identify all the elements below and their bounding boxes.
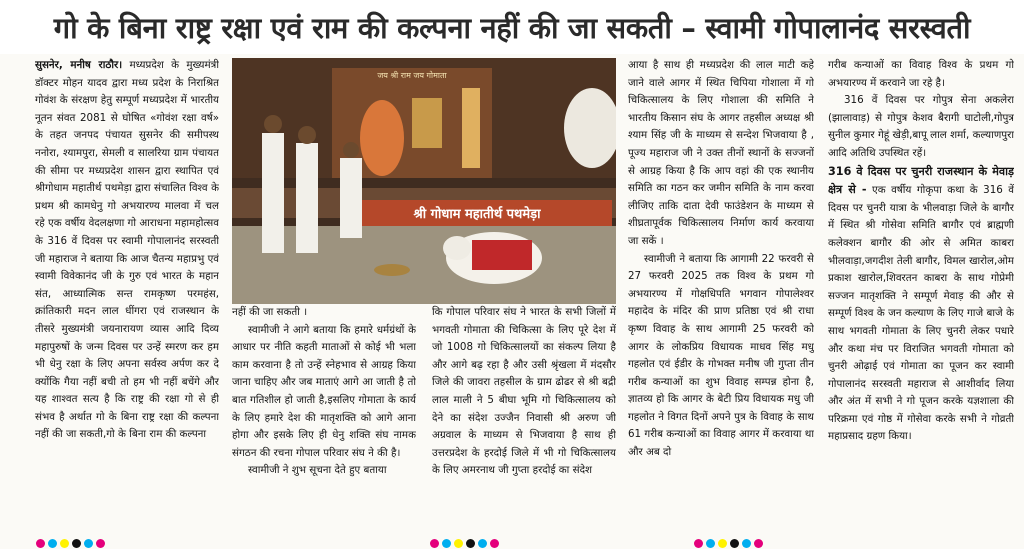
column-4-paragraph: स्वामीजी ने बताया कि आगामी 22 फरवरी से 27 फरवरी 2025 तक विश्व के प्रथम गो अभयारण्य में गोक्षधिपति भगवान गोपालेश्वर महादेव के मंदिर की प्राण प्रतिष्ठा एवं श्री राधा कृष्ण विवाह के साथ आगामी 25 फरवरी को आगर के लोकप्रिय विधायक माधव सिंह मधु गहलोत एवं ईडीर के गोभक्त मनीष जी गुप्ता तीन गरीब कन्याओं का शुभ विवाह सम्पन्न होना है, ज्ञातव्य हो कि आगर के बेटी प्रिय विधायक मधु जी गहलोत ने विगत दिनों अपने पुत्र के विवाह के साथ 61 गरीब कन्याओं का विवाह आगर में करवाया था और अब दो (628, 252, 814, 459)
person-head (264, 115, 282, 133)
person-head (343, 142, 359, 158)
column-2-paragraph: स्वामीजी ने आगे बताया कि हमारे धर्मग्रंथों के आधार पर नीति कहती माताओं से कोई भी भला काम करवाना है तो उन्हें स्नेहभाव से आग्रह किया जाना चाहिए और जब माताएं आगे आ जाती है तो बात गतिशील हो जाती है,इसलिए गोमाता के कार्य के लिए हमारे देश की मातृशक्ति को आगे आना होगा और इसके लिए ही धेनु शक्ति संघ नामक संगठन की रचना गोपाल परिवार संघ ने की है। (232, 323, 416, 459)
event-photo-illustration (232, 58, 616, 304)
event-photo (232, 58, 616, 304)
person-head (298, 126, 316, 144)
column-4-paragraph: आया है साथ ही मध्यप्रदेश की लाल माटी कहे जाने वाले आगर में स्थित चिपिया गोशाला में गो चिकित्सालय के लिए गोशाला की समिति ने भारतीय किसान संघ के आगर तहसील अध्यक्ष श्री श्याम सिंह जी के माध्यम से सन्देश भिजवाया है , पूज्य महाराज जी ने उक्त तीनों स्थानों के सज्जनों से आग्रह किया है कि आप वहां की एक स्थानीय समिति का गठन कर जमीन समिति के नाम करवा लीजिए ताकि दाता देवी फाउंडेशन के माध्यम से शीघ्रतापूर्वक चिकित्सालय निर्माण कार्य करवाया जा सकें । (628, 59, 814, 247)
shrine-text: जय श्री राम जय गोमाता (377, 71, 447, 80)
column-2-paragraph: स्वामीजी ने शुभ सूचना देते हुए बताया (248, 464, 387, 477)
column-2-paragraph: नहीं की जा सकती । (232, 306, 308, 318)
headline-bar (0, 0, 1024, 54)
stage-banner-text: श्री गोधाम महातीर्थ पथमेड़ा (413, 207, 541, 222)
registration-marks (36, 539, 105, 549)
person-figure (296, 143, 318, 253)
byline: सुसनेर, मनीष राठौर। (35, 59, 123, 71)
decor (462, 88, 480, 168)
article-column-4 (628, 57, 814, 533)
column-1-body: मध्यप्रदेश के मुख्यमंत्री डॉक्टर मोहन यादव द्वारा मध्य प्रदेश के निराश्रित गोवंश के संरक्षण हेतु सम्पूर्ण मध्यप्रदेश में भारतीय नूतन संवत 2081 से घोषित «गोवंश रक्षा वर्ष» के तहत जनपद पंचायत सुसनेर की समीपस्थ ननोरा, श्यामपुरा, सेमली व सालरिया ग्राम पंचायत की सीमा पर मध्यप्रदेश शासन द्वारा स्थापित एवं श्रीगोधाम महातीर्थ पथमेड़ा द्वारा संचालित विश्व के प्रथम श्री कामधेनु गो अभयारण्य मालवा में चल रहे एक वर्षीय वेदलक्षणा गो आराधना महामहोत्सव के 316 वें दिवस पर स्वामी गोपालानंद सरस्वती जी महाराज ने बताया कि आज चैतन्य महाप्रभु एवं स्वामी विवेकानंद जी के गुरु एवं भारत के महान संत, आध्यात्मिक सन्त रामकृष्ण परमहंस, क्रांतिकारी मदन लाल धींगरा एवं राजस्थान के तीसरे मुख्यमंत्री जयनारायण व्यास आदि दिव्य महापुरुषों के जन्म दिवस पर उन्हें स्मरण कर हम भी धेनु रक्षा के लिए अपना सर्वस्व अर्पण कर दे क्योंकि गैया नहीं बची तो हम भी नहीं बचेंगे और यह शाश्वत सत्य है कि राष्ट्र की रक्षा गो से ही संभव है अर्थात गो के बिना राष्ट्र रक्षा की कल्पना नहीं की जा सकती,गो के बिना राम की कल्पना (35, 59, 219, 441)
brass-bowl (374, 264, 410, 276)
cow-head (443, 236, 471, 260)
column-1-paragraph (35, 57, 219, 444)
column-5-body: एक वर्षीय गोकृपा कथा के 316 वें दिवस पर चुनरी यात्रा के भीलवाड़ा जिले के बागौर में स्थित श्री गोसेवा समिति बागौर एवं ब्राह्मणी कलेक्शन बागौर की ओर से अमित काबरा भीलवाड़ा,जगदीश तेली बागौर, विमल खारोल,ओम प्रकाश खारोल,शिवरतन काबरा के साथ गोप्रेमी सज्जन मातृशक्ति ने सम्पूर्ण मेवाड़ की और से सम्पूर्ण विश्व के जन कल्याण के लिए गाजे बाजे के साथ भगवती गोमाता के लिए चुनरी लेकर पधारे और कथा मंच पर विराजित भगवती गोमाता को चुनरी ओढ़ाई एवं गोमाता का पूजन कर स्वामी गोपालानंद सरस्वती महाराज से आशीर्वाद लिया और अंत में सभी ने गो पूजन करके यज्ञशाला की परिक्रमा एवं गोष्ठ में गोसेवा करके सभी ने गोव्रती महाप्रसाद ग्रहण किया। (828, 184, 1014, 443)
registration-marks (694, 539, 763, 549)
article-column-5 (828, 57, 1014, 533)
column-5-paragraph: गरीब कन्याओं का विवाह विश्व के प्रथम गो अभयारण्य में करवाने जा रहे है। (828, 59, 1014, 89)
column-3-paragraph: कि गोपाल परिवार संघ ने भारत के सभी जिलों में भगवती गोमाता की चिकित्सा के लिए पूरे देश में जो 1008 गो चिकित्सालयों का संकल्प लिया है और आगे बढ़ रहा है और उसी श्रृंखला में मंदसौर जिले की जावरा तहसील के ग्राम ढोढर से श्री बद्री लाल माली ने 5 बीघा भूमि गो चिकित्सालय को देने का संदेश उज्जैन निवासी श्री अरुण जी अग्रवाल के माध्यम से भिजवाया है साथ ही उत्तरप्रदेश के हरदोई जिले में भी गो चिकित्सालय के लिए अमरनाथ जी गुप्ता हरदोई का संदेश (432, 306, 616, 477)
column-5-paragraph: 316 वें दिवस पर गोपुत्र सेना अकलेरा (झालावाड़) से गोपुत्र केशव बैरागी घाटोली,गोपुत्र सुनील कुमार गेहूं खेड़ी,बापू लाल शर्मा, कल्याणपुरा आदि अतिथि उपस्थित रहें। (828, 94, 1014, 159)
article-column-3 (432, 304, 616, 533)
headline: गो के बिना राष्ट्र रक्षा एवं राम की कल्पना नहीं की जा सकती – स्वामी गोपालानंद सरस्वती (53, 10, 971, 45)
article-column-2 (232, 304, 416, 533)
article-column-1 (35, 57, 219, 533)
deity-figure (360, 100, 404, 176)
column-5-paragraph (828, 163, 1014, 447)
cow-chunri (472, 240, 532, 270)
person-figure (340, 158, 362, 238)
decor (412, 98, 442, 148)
registration-marks (430, 539, 499, 549)
person-figure (262, 133, 284, 253)
subhead: 316 वे दिवस पर चुनरी राजस्थान के मेवाड़ क्षेत्र से - (828, 164, 1014, 197)
